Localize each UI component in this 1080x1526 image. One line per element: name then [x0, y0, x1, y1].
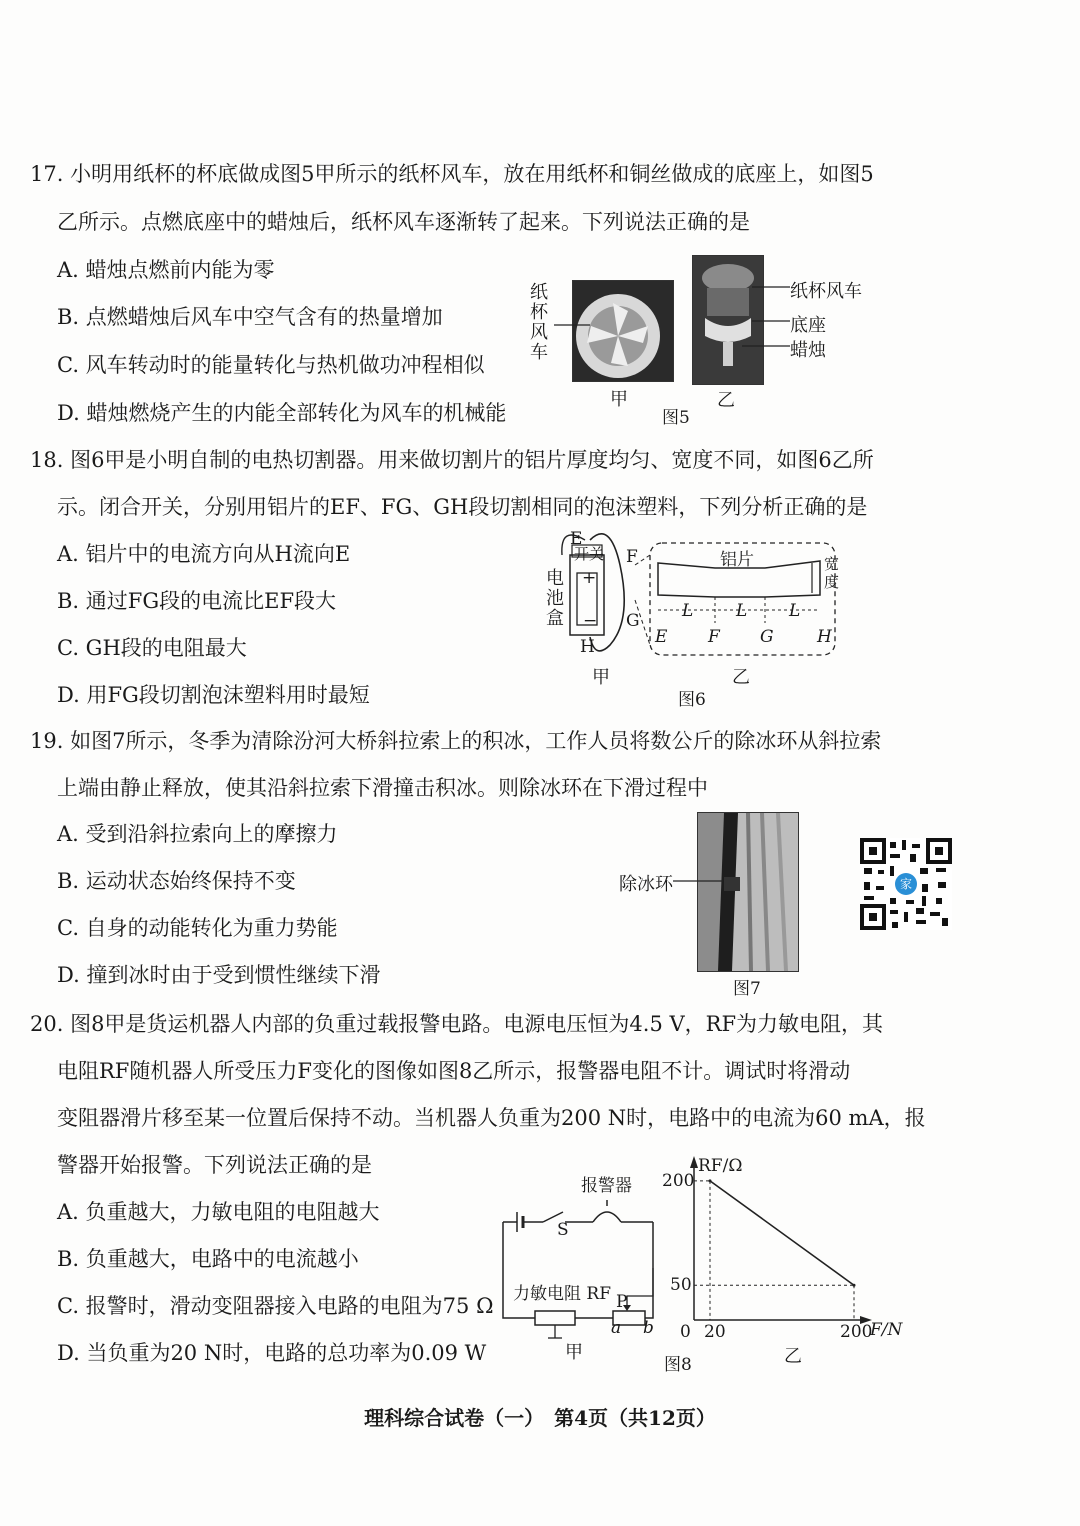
q17-option-c: C. 风车转动时的能量转化与热机做功冲程相似 — [57, 353, 485, 377]
q20-option-c: C. 报警时，滑动变阻器接入电路的电阻为75 Ω — [57, 1294, 494, 1318]
fig7-leader — [615, 810, 815, 995]
chart-series-line — [710, 1181, 854, 1285]
chart-y-tick-200: 200 — [662, 1170, 695, 1191]
fig6-G: G — [760, 627, 774, 647]
page-footer: 理科综合试卷（一） 第4页（共12页） — [364, 1406, 716, 1430]
fig6-switch: 开关 — [574, 545, 605, 563]
qr-code[interactable] — [860, 838, 952, 930]
fig6-F: F — [708, 627, 720, 647]
q20-stem-line3: 变阻器滑片移至某一位置后保持不动。当机器人负重为200 N时，电路中的电流为60 mA，报 — [57, 1106, 926, 1130]
fig5-caption: 图5 — [662, 408, 690, 428]
fig6-L1: L — [682, 601, 694, 621]
chart-point-20 — [709, 1179, 712, 1182]
fig7-caption: 图7 — [733, 979, 761, 999]
fig6-foil-label: 铝片 — [720, 550, 754, 570]
q20-stem-line4: 警器开始报警。下列说法正确的是 — [57, 1153, 372, 1177]
fig6-H: H — [817, 627, 832, 647]
fig8-sub-a: 甲 — [565, 1342, 583, 1363]
q19-option-c: C. 自身的动能转化为重力势能 — [57, 916, 338, 940]
q19-stem-line2: 上端由静止释放，使其沿斜拉索下滑撞击积冰。则除冰环在下滑过程中 — [57, 776, 708, 800]
fig6-label-H-left: H — [580, 637, 595, 657]
figure-8-circuit — [495, 1168, 665, 1363]
qr-center-badge: 家 — [900, 877, 913, 891]
q19-option-d: D. 撞到冰时由于受到惯性继续下滑 — [57, 963, 381, 987]
fig5-label-base: 底座 — [790, 315, 826, 336]
chart-x-tick-200: 200 — [840, 1322, 873, 1342]
fig6-sub-a: 甲 — [592, 667, 610, 688]
figure-5 — [520, 255, 900, 428]
fig5-sub-b: 乙 — [717, 390, 735, 411]
chart-point-200 — [853, 1284, 856, 1287]
q20-option-d: D. 当负重为20 N时，电路的总功率为0.09 W — [57, 1341, 487, 1365]
q18-option-c: C. GH段的电阻最大 — [57, 636, 247, 660]
chart-x-label: F/N — [870, 1320, 903, 1340]
fig6-E: E — [655, 627, 668, 647]
q17-option-b: B. 点燃蜡烛后风车中空气含有的热量增加 — [57, 305, 443, 329]
chart-x-tick-20: 20 — [704, 1322, 726, 1342]
chart-y-arrow — [690, 1156, 698, 1168]
q18-stem-line2: 示。闭合开关，分别用铝片的EF、FG、GH段切割相同的泡沫塑料，下列分析正确的是 — [57, 495, 868, 519]
fig8-label-b: b — [643, 1318, 654, 1338]
fig6-minus: − — [583, 611, 598, 631]
q18-option-d: D. 用FG段切割泡沫塑料用时最短 — [57, 683, 370, 707]
fig8-sub-b: 乙 — [784, 1346, 802, 1367]
fig5-left-label: 纸 杯 风 车 — [530, 282, 548, 363]
q17-option-d: D. 蜡烛燃烧产生的内能全部转化为风车的机械能 — [57, 401, 507, 425]
figure-7 — [615, 810, 815, 999]
fig8-caption: 图8 — [664, 1355, 692, 1375]
q17-stem-line1: 17. 小明用纸杯的杯底做成图5甲所示的纸杯风车，放在用纸杯和铜丝做成的底座上，如图5 — [30, 162, 874, 186]
fig6-sub-b: 乙 — [732, 667, 750, 688]
fig8-circuit-drawing — [495, 1168, 665, 1358]
fig8-sensor-label: 力敏电阻 RF — [513, 1284, 611, 1304]
q17-option-a: A. 蜡烛点燃前内能为零 — [57, 258, 275, 282]
fig6-plus: + — [582, 568, 597, 588]
fig5-label-pinwheel: 纸杯风车 — [790, 281, 862, 302]
fig8-switch-label: S — [557, 1220, 569, 1240]
q18-option-a: A. 铝片中的电流方向从H流向E — [57, 542, 351, 566]
q18-option-b: B. 通过FG段的电流比EF段大 — [57, 589, 337, 613]
fig7-label-ring: 除冰环 — [619, 874, 673, 895]
fig6-battery-label: 电 池 盒 — [546, 568, 564, 629]
q18-stem-line1: 18. 图6甲是小明自制的电热切割器。用来做切割片的铝片厚度均匀、宽度不同，如图6乙所 — [30, 448, 874, 472]
fig6-width-label: 宽 度 — [824, 555, 840, 591]
q17-stem-line2: 乙所示。点燃底座中的蜡烛后，纸杯风车逐渐转了起来。下列说法正确的是 — [57, 210, 750, 234]
chart-x-tick-0: 0 — [680, 1322, 691, 1342]
figure-6 — [540, 525, 850, 710]
figure-8-chart — [660, 1150, 910, 1380]
fig5-sub-a: 甲 — [610, 389, 628, 410]
q20-option-a: A. 负重越大，力敏电阻的电阻越大 — [57, 1200, 380, 1224]
q20-stem-line1: 20. 图8甲是货运机器人内部的负重过载报警电路。电源电压恒为4.5 V，RF为力敏电阻，其 — [30, 1012, 884, 1036]
fig8-label-a: a — [611, 1318, 622, 1338]
fig8-slider-label: P — [616, 1292, 628, 1312]
fig6-caption: 图6 — [678, 690, 706, 710]
fig8-alarm-label: 报警器 — [581, 1176, 632, 1196]
q19-option-a: A. 受到沿斜拉索向上的摩擦力 — [57, 822, 338, 846]
fig6-L3: L — [789, 601, 801, 621]
chart-y-label: RF/Ω — [698, 1156, 743, 1176]
fig5-label-candle: 蜡烛 — [790, 340, 826, 361]
q19-stem-line1: 19. 如图7所示，冬季为清除汾河大桥斜拉索上的积冰，工作人员将数公斤的除冰环从斜拉索 — [30, 729, 882, 753]
chart-y-tick-50: 50 — [670, 1275, 692, 1296]
q20-option-b: B. 负重越大，电路中的电流越小 — [57, 1247, 359, 1271]
q20-stem-line2: 电阻RF随机器人所受压力F变化的图像如图8乙所示，报警器电阻不计。调试时将滑动 — [57, 1059, 851, 1083]
fig6-label-E-left: E — [570, 529, 583, 549]
fig6-label-F-left: F — [626, 547, 638, 567]
q19-option-b: B. 运动状态始终保持不变 — [57, 869, 296, 893]
fig6-label-G-left: G — [626, 611, 640, 631]
fig6-L2: L — [736, 601, 748, 621]
